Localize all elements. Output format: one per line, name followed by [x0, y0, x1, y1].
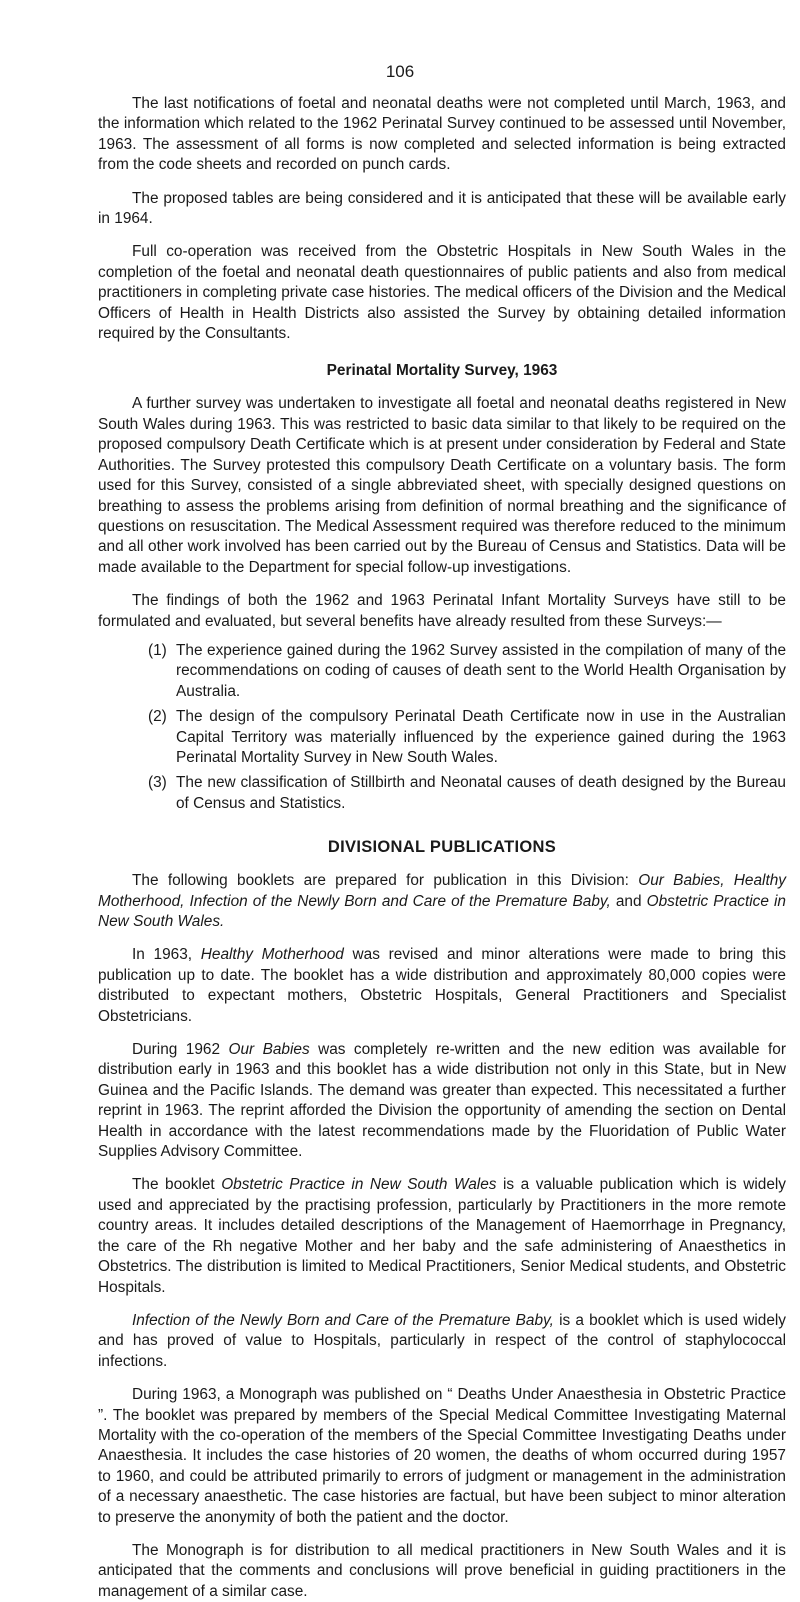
body-text	[98, 94, 786, 1602]
list-item-text: The experience gained during the 1962 Survey assisted in the compilation of many of the recommendations on coding of causes of death sent to the World Health Organisation by Australia.	[176, 641, 786, 700]
text: The following booklets are prepared for publication in this Division:	[132, 872, 639, 890]
benefits-list	[98, 641, 786, 814]
text: was revised and minor alterations were made to bring this publication up to date. The booklet has a wide distribution and approximately 80,000 copies were distributed to expectant mothers, Obstetric Hospitals, General Practitioners and Specialist Obstetricians.	[98, 946, 786, 1025]
paragraph-proposed-tables: The proposed tables are being considered and it is anticipated that these will be available early in 1964.	[98, 189, 786, 228]
paragraph-healthy-motherhood	[98, 945, 786, 1027]
list-item	[98, 641, 786, 702]
list-item-number: (1)	[148, 641, 167, 659]
heading-perinatal-survey-1963: Perinatal Mortality Survey, 1963	[326, 362, 558, 380]
list-item-text: The design of the compulsory Perinatal Death Certificate now in use in the Australian Capital Territory was materially influenced by the experience gained during the 1963 Perinatal Mortality Survey in New South Wales.	[176, 708, 786, 766]
booklet-title: Obstetric Practice in New South Wales.	[98, 892, 786, 930]
heading-divisional-publications: DIVISIONAL PUBLICATIONS	[327, 838, 557, 857]
list-item-text: The new classification of Stillbirth and Neonatal causes of death designed by the Bureau of Census and Statistics.	[176, 774, 786, 812]
paragraph-infection-newly-born	[98, 1311, 786, 1372]
booklet-title: Healthy Motherhood	[200, 946, 344, 964]
paragraph-co-operation: Full co-operation was received from the Obstetric Hospitals in New South Wales in the completion of the foetal and neonatal death questionnaires of public patients and also from medical practitioners in completing private case histories. The medical officers of the Division and the Medical Officers of Health in Health Districts also assisted the Survey by obtaining detailed information required by the Consultants.	[98, 243, 786, 343]
text: The booklet	[132, 1176, 222, 1194]
text: During 1962	[132, 1041, 229, 1059]
paragraph-monograph: During 1963, a Monograph was published on “ Deaths Under Anaesthesia in Obstetric Practice ”. The booklet was prepared by members of the Special Medical Committee Investigating Maternal Mortality with the co-operation of the members of the Special Committee Investigating Deaths under Anaesthesia. It includes the case histories of 20 women, the deaths of whom occurred during 1957 to 1960, and could be attributed primarily to errors of judgment or management in the administration of a necessary anaesthetic. The case histories are factual, but have been subject to minor alteration to preserve the anonymity of both the patient and the doctor.	[98, 1386, 786, 1526]
text: was completely re-written and the new edition was available for distribution early in 1963 and this booklet has a wide distribution not only in this State, but in New Guinea and the Pacific Islands. The demand was greater than expected. This necessitated a further reprint in 1963. The reprint afforded the Division the opportunity of amending the section on Dental Health in accordance with the latest recommendations made by the Fluoridation of Public Water Supplies Advisory Committee.	[98, 1041, 786, 1161]
list-item-number: (2)	[148, 708, 167, 726]
paragraph-monograph-distribution: The Monograph is for distribution to all medical practitioners in New South Wales and it is anticipated that the comments and conclusions will prove beneficial in guiding practitioners in the management of a similar case.	[98, 1541, 786, 1600]
list-item-number: (3)	[148, 774, 167, 792]
paragraph-our-babies	[98, 1040, 786, 1162]
booklet-title: Our Babies	[228, 1041, 310, 1059]
text: In 1963,	[132, 946, 201, 964]
paragraph-obstetric-practice	[98, 1175, 786, 1297]
booklet-titles: Our Babies, Healthy Motherhood, Infection of the Newly Born and Care of the Premature Baby,	[98, 872, 786, 910]
list-item	[98, 707, 786, 768]
page-number: 106	[385, 62, 415, 81]
paragraph-booklets	[98, 871, 786, 932]
text: is a valuable publication which is widely used and appreciated by the practising profession, particularly by Practitioners in the more remote country areas. It includes detailed descriptions of the Management of Haemorrhage in Pregnancy, the care of the Rh negative Mother and her baby and the safe administering of Anaesthetics in Obstetrics. The distribution is limited to Medical Practitioners, Senior Medical students, and Obstetric Hospitals.	[98, 1176, 786, 1296]
booklet-title: Infection of the Newly Born and Care of the Premature Baby,	[132, 1311, 554, 1329]
paragraph-notifications: The last notifications of foetal and neonatal deaths were not completed until March, 1963, and the information which related to the 1962 Perinatal Survey continued to be assessed until November, 1963. The assessment of all forms is now completed and selected information is being extracted from the code sheets and recorded on punch cards.	[98, 95, 786, 174]
text: and	[610, 892, 647, 910]
booklet-title: Obstetric Practice in New South Wales	[221, 1176, 497, 1194]
list-item	[98, 773, 786, 814]
text: is a booklet which is used widely and has proved of value to Hospitals, particularly in respect of the control of staphylococcal infections.	[98, 1311, 787, 1370]
paragraph-findings: The findings of both the 1962 and 1963 Perinatal Infant Mortality Surveys have still to be formulated and evaluated, but several benefits have already resulted from these Surveys:—	[98, 592, 786, 630]
paragraph-further-survey: A further survey was undertaken to investigate all foetal and neonatal deaths registered in New South Wales during 1963. This was restricted to basic data similar to that likely to be required on the proposed compulsory Death Certificate which is at present under consideration by Federal and State Authorities. The Survey protested this compulsory Death Certificate on a voluntary basis. The form used for this Survey, consisted of a single abbreviated sheet, with specially designed questions on breathing to assess the problems arising from definition of normal breathing and the significance of questions on resuscitation. The Medical Assessment required was therefore reduced to the minimum and all other work involved has been carried out by the Bureau of Census and Statistics. Data will be made available to the Department for special follow-up investigations.	[98, 395, 786, 576]
